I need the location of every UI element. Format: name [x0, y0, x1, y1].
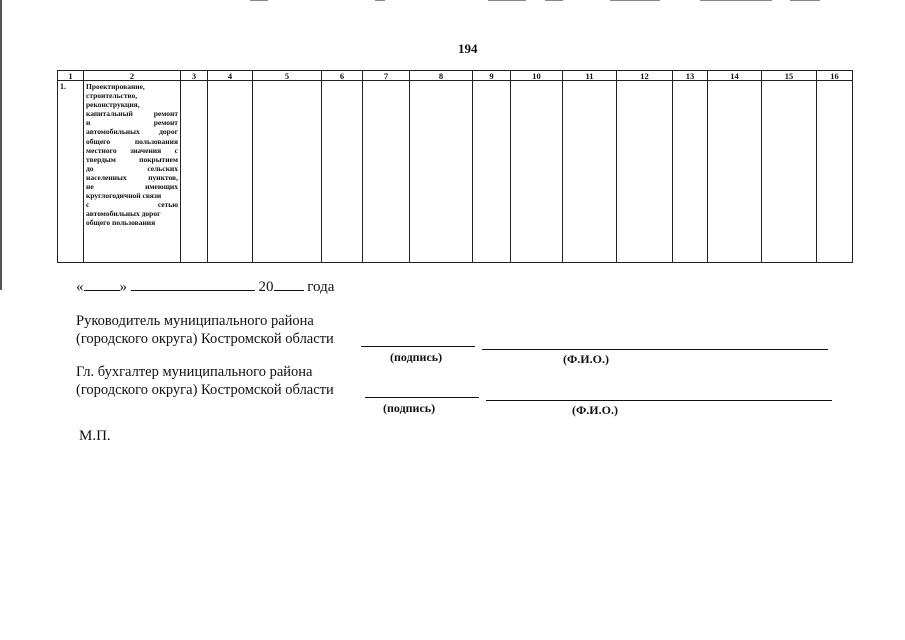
description-line: капитальный ремонт: [86, 109, 178, 119]
description-line: общего пользования: [86, 136, 178, 146]
table-header-row: [58, 71, 853, 81]
description-line: и ремонт: [86, 118, 178, 128]
stamp-label: М.П.: [79, 428, 111, 444]
signature-title-line: (городского округа) Костромской области: [76, 382, 334, 398]
description-line: Проектирование,: [86, 82, 145, 91]
table-cell: [253, 81, 322, 263]
description-line: автомобильных дорог: [86, 209, 161, 219]
description-line: круглогодичной связи: [86, 191, 162, 201]
table-header-cell: 13: [673, 71, 708, 81]
table-header-cell: 7: [363, 71, 410, 81]
scan-artifact: [790, 0, 820, 1]
description-line: населенных пунктов,: [86, 172, 178, 182]
table-cell: [473, 81, 511, 263]
name-line: [486, 400, 832, 401]
month-blank: [131, 290, 255, 291]
scan-artifact: [488, 0, 526, 1]
signature-line: [361, 346, 475, 347]
table-cell: [410, 81, 473, 263]
scan-artifact: [250, 0, 268, 1]
name-line: [482, 349, 828, 350]
description-line: реконструкция,: [86, 100, 140, 110]
table-cell: [673, 81, 708, 263]
table-cell: [322, 81, 363, 263]
signature-line: [365, 397, 479, 398]
scan-artifact: [375, 0, 385, 1]
description-line: до сельских: [86, 163, 178, 173]
table-header-cell: 4: [208, 71, 253, 81]
signature-title-line: Гл. бухгалтер муниципального района: [76, 364, 313, 380]
table-header-cell: 9: [473, 71, 511, 81]
table-cell: [181, 81, 208, 263]
page-left-edge: [0, 0, 2, 290]
date-line: [76, 279, 334, 296]
description-line: с сетью: [86, 200, 178, 210]
table-cell: [762, 81, 817, 263]
open-quote: «: [76, 279, 84, 295]
table-header-cell: 12: [617, 71, 673, 81]
table-header-cell: 1: [58, 71, 84, 81]
data-table: [57, 70, 853, 263]
row-description: [84, 81, 181, 263]
table-header-cell: 14: [708, 71, 762, 81]
name-caption: (Ф.И.О.): [572, 403, 618, 417]
table-cell: [208, 81, 253, 263]
table-cell: [617, 81, 673, 263]
table-cell: [511, 81, 563, 263]
scan-artifact: [545, 0, 563, 1]
description-line: автомобильных дорог: [86, 127, 178, 137]
row-number: 1.: [58, 81, 84, 263]
description-line: не имеющих: [86, 182, 178, 192]
description-line: местного значения с: [86, 145, 178, 155]
table-row: [58, 81, 853, 263]
table-cell: [817, 81, 853, 263]
table-header-cell: 8: [410, 71, 473, 81]
name-caption: (Ф.И.О.): [563, 352, 609, 366]
scan-artifact: [700, 0, 772, 1]
table-cell: [708, 81, 762, 263]
signature-title-line: (городского округа) Костромской области: [76, 331, 334, 347]
signature-caption: (подпись): [390, 350, 443, 364]
table-cell: [563, 81, 617, 263]
year-blank: [274, 290, 304, 291]
table-header-cell: 16: [817, 71, 853, 81]
table-header-cell: 11: [563, 71, 617, 81]
scan-artifact: [610, 0, 660, 1]
description-line: общего пользования: [86, 218, 156, 228]
table-header-cell: 3: [181, 71, 208, 81]
table-header-cell: 6: [322, 71, 363, 81]
description-line: твердым покрытием: [86, 154, 178, 164]
signature-block-accountant: [76, 363, 334, 399]
signature-block-head: [76, 312, 334, 348]
table-header-cell: 15: [762, 71, 817, 81]
day-blank: [84, 290, 120, 291]
table-header-cell: 2: [84, 71, 181, 81]
table-header-cell: 10: [511, 71, 563, 81]
signature-title-line: Руководитель муниципального района: [76, 313, 314, 329]
signature-caption: (подпись): [383, 401, 436, 415]
description-line: строительство,: [86, 91, 138, 101]
table-header-cell: 5: [253, 71, 322, 81]
year-prefix: 20: [258, 279, 274, 295]
page-number: 194: [458, 41, 478, 56]
table-cell: [363, 81, 410, 263]
year-suffix: года: [307, 279, 335, 295]
close-quote: »: [119, 279, 127, 295]
